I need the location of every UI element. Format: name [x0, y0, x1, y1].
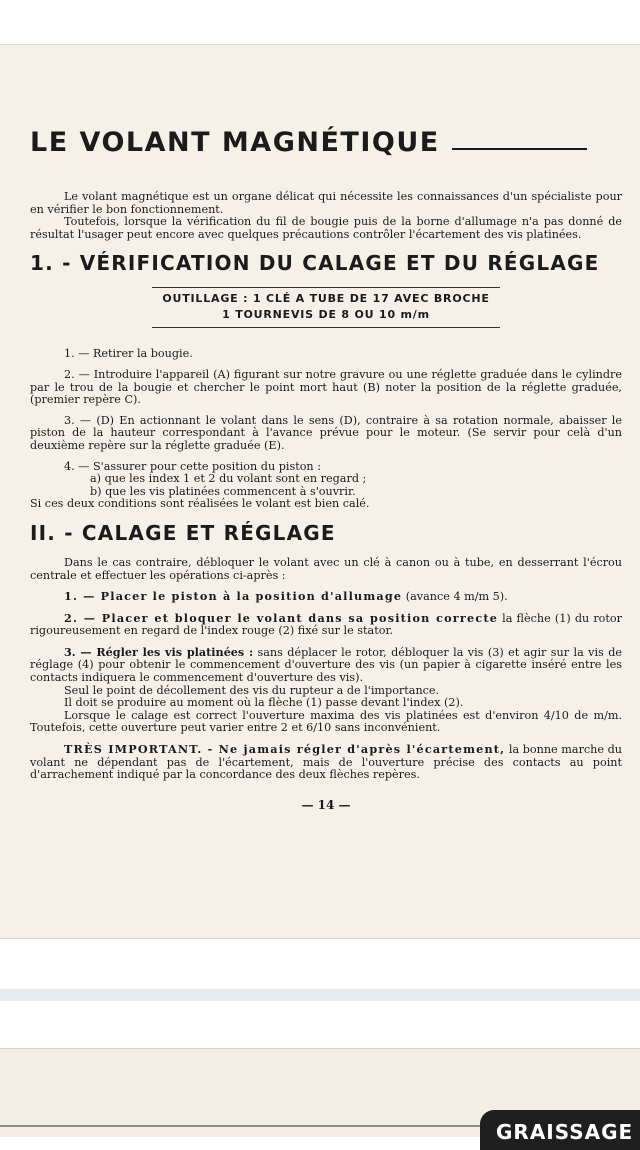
section-1-title: 1. - VÉRIFICATION DU CALAGE ET DU RÉGLAGE: [30, 251, 600, 276]
step-2-1-lead: 1. — Placer le piston à la position d'allumage: [64, 589, 403, 604]
step-1-4: 4. — S'assurer pour cette position du piston :: [64, 459, 321, 473]
document-page: [0, 44, 640, 939]
important-paragraph: [30, 743, 622, 782]
note-2: Il doit se produire au moment où la flèche (1) passe devant l'index (2).: [64, 696, 464, 710]
note-1: Seul le point de décollement des vis du rupteur a de l'importance.: [64, 683, 440, 697]
step-1-1: 1. — Retirer la bougie.: [64, 347, 193, 361]
step-1-4a: a) que les index 1 et 2 du volant sont en regard ;: [90, 472, 367, 486]
step-2-1-tail: (avance 4 m/m 5).: [402, 590, 508, 604]
title-rule: [452, 148, 587, 150]
important-lead: TRÈS IMPORTANT. - Ne jamais régler d'après l'écartement,: [64, 742, 506, 757]
step-2-3-lead: 3. — Régler les vis platinées :: [64, 644, 254, 659]
page-number: — 14 —: [301, 797, 351, 812]
page-content: [30, 127, 622, 812]
tools-box: [152, 287, 500, 328]
section-2-title: II. - CALAGE ET RÉGLAGE: [30, 520, 336, 545]
next-page-tab: GRAISSAGE: [480, 1110, 640, 1150]
step-2-2-lead: 2. — Placer et bloquer le volant dans sa position correcte: [64, 610, 499, 625]
step-2-1: [30, 590, 622, 604]
page-title-text: LE VOLANT MAGNÉTIQUE: [30, 127, 440, 158]
intro-paragraph-1: Le volant magnétique est un organe délicat qui nécessite les connaissances d'un spécialiste pour en vérifier le bon fonctionnement.: [30, 190, 622, 216]
section-2-intro: Dans le cas contraire, débloquer le volant avec un clé à canon ou à tube, en desserrant l'écrou centrale et effectuer les opérations ci-après :: [30, 555, 622, 582]
top-margin: [0, 0, 640, 44]
step-2-3: [30, 646, 622, 685]
important-tail: la bonne marche du volant ne dépendant pas de l'écartement, mais de l'ouverture précise des contacts au point d'arrachement indiqué par la concordance des deux flèches repères.: [30, 743, 622, 782]
step-2-2-tail: la flèche (1) du rotor rigoureusement en regard de l'index rouge (2) fixé sur le stator.: [30, 611, 622, 638]
step-2-3-tail: sans déplacer le rotor, débloquer la vis (3) et agir sur la vis de réglage (4) pour obtenir le commencement d'ouverture des vis (un papier à cigarette inséré entre les contacts indiquera le commencement d'ouverture des vis).: [30, 645, 622, 685]
step-1-2: 2. — Introduire l'appareil (A) figurant sur notre gravure ou une réglette graduée dans le cylindre par le trou de la bougie et chercher le point mort haut (B) noter la position de la réglette graduée, (premier repère C).: [30, 367, 622, 407]
step-2-2: [30, 612, 622, 638]
page-title: [30, 127, 622, 163]
page-separator-band: [0, 989, 640, 1001]
intro-paragraph-2: Toutefois, lorsque la vérification du fil de bougie puis de la borne d'allumage n'a pas donné de résultat l'usager peut encore avec quelques précautions contrôler l'écartement des vis platinées.: [30, 215, 622, 241]
step-1-3: 3. — (D) En actionnant le volant dans le sens (D), contraire à sa rotation normale, abaisser le piston de la hauteur correspondant à l'avance prévue pour le moteur. (Se servir pour celà d'un deuxième repère sur la réglette graduée (E).: [30, 413, 622, 452]
tools-line-2: 1 TOURNEVIS DE 8 OU 10 m/m: [222, 308, 430, 322]
step-1-4b: b) que les vis platinées commencent à s'ouvrir.: [90, 484, 356, 498]
section-1-conclusion: Si ces deux conditions sont réalisées le volant est bien calé.: [30, 497, 370, 511]
tools-line-1: OUTILLAGE : 1 CLÉ A TUBE DE 17 AVEC BROCHE: [162, 292, 490, 306]
note-3: Lorsque le calage est correct l'ouverture maxima des vis platinées est d'environ 4/10 de m/m. Toutefois, cette ouverture peut varier entre 2 et 6/10 sans inconvénient.: [30, 708, 622, 735]
